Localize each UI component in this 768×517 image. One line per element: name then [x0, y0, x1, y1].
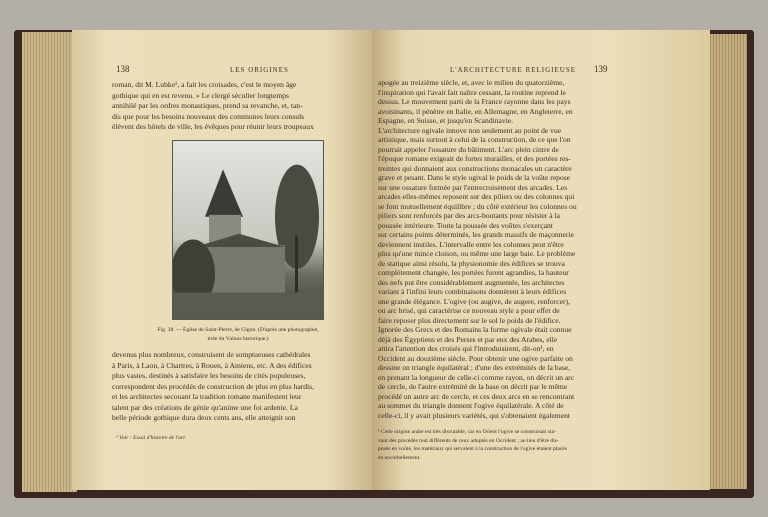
text-line: ou arc brisé, qui caractérise ce nouveau style a pour effet de: [378, 306, 560, 315]
footnote: [378, 428, 618, 462]
text-line: dessus. Le mouvement parti de la France rayonne dans les pays: [378, 97, 571, 106]
text-line: vant des procédés tout différents de ceux adoptés en Occident ; au lieu d'être dis-: [378, 437, 559, 444]
text-line: complètement changée, les portées furent agrandies, la hauteur: [378, 268, 569, 277]
running-head: LES ORIGINES: [230, 66, 289, 74]
text-line: annihilé par les ordres monastiques, prend sa revanche, et, tan-: [112, 101, 303, 110]
text-line: au sommet du triangle donnent l'ogive équilatérale. A côté de: [378, 401, 564, 410]
text-line: correspondent des procédés de construction de plus en plus hardis,: [112, 381, 315, 391]
text-line: artistique, mais surtout à celui de la construction, de ce que l'on: [378, 135, 571, 144]
text-line: Espagne, en Suisse, et jusqu'en Scandinavie.: [378, 116, 514, 125]
page-edges-right: [705, 34, 747, 489]
text-line: l'époque romane exigeait de fortes murailles, et des portées res-: [378, 154, 571, 163]
text-line: piliers sont renforcés par des arcs-boutants pour résister à la: [378, 211, 560, 220]
text-line: ¹ Cette origine arabe est très discutable, car en Orient l'ogive se construisait sui-: [378, 429, 557, 435]
text-line: procédé un autre arc de cercle, et ces deux arcs en se rencontrant: [378, 391, 575, 401]
text-line: talent par des créations de génie qu'anime une foi ardente. La: [112, 402, 298, 412]
text-line: dessine un triangle équilatéral ; d'une des extrémités de la base,: [378, 363, 571, 372]
text-line: grave et pesant. Dans le style ogival le poids de la voûte repose: [378, 173, 571, 182]
footnote: ¹ Voir : Essai d'histoire de l'art.: [116, 435, 187, 441]
text-line: poussée intérieure. Toute la poussée des voûtes s'exerçant: [378, 220, 553, 230]
text-line: sur une ossature formée par l'entrecroisement des arcades. Les: [378, 182, 568, 192]
text-line: à Paris, à Laon, à Chartres, à Rouen, à Amiens, etc. A des édifices: [112, 360, 312, 370]
church-photograph: [172, 140, 324, 320]
running-head: L'ARCHITECTURE RELIGIEUSE: [450, 66, 577, 74]
body-text: [378, 78, 618, 420]
text-line: attira l'attention des croisés qui l'introduisirent, dit-on¹, en: [378, 344, 554, 353]
text-line: en encorbellement.: [378, 454, 421, 461]
page-number: 138: [116, 64, 130, 74]
text-line: Ignorée des Grecs et des Romains la forme ogivale était connue: [378, 325, 572, 334]
figure-caption: [112, 326, 364, 343]
text-line: Fig. 38. — Église de Saint-Pierre, de Gigon. (D'après une photographie,: [157, 327, 319, 333]
text-line: tirée du Vulnus historique.): [207, 335, 269, 342]
text-line: sur certains points déterminés, les grands massifs de maçonnerie: [378, 230, 574, 239]
text-line: de statique ainsi résolu, la physionomie des édifices se trouva: [378, 258, 565, 268]
text-line: devenus plus nombreux, construisent de somptueuses cathédrales: [112, 350, 311, 359]
page-number: 139: [594, 64, 608, 74]
text-line: Occident au douzième siècle. Pour obtenir une ogive parfaite on: [378, 353, 573, 363]
text-line: dis que pour les besoins nouveaux des communes leurs consuls: [112, 111, 305, 121]
body-text-bottom: [112, 350, 364, 424]
text-line: des nefs put être considérablement augmentée, les architectes: [378, 277, 565, 287]
left-page: [72, 30, 372, 490]
right-page: [372, 30, 710, 490]
text-line: posés en voûte, les matériaux qui servaient à la construction de l'ogive étaient placés: [378, 446, 567, 452]
text-line: déjà des Égyptiens et des Perses et par eux des Arabes, elle: [378, 334, 558, 344]
text-line: avoisinants, il pénètre en Italie, en Allemagne, en Angleterre, en: [378, 106, 573, 116]
text-line: arcades elles-mêmes reposent sur des piliers ou des colonnes qui: [378, 192, 575, 201]
text-line: plus vastes, destinés à satisfaire les besoins de cités populeuses,: [112, 371, 306, 380]
text-line: gothique qui en est revenu. » Le clergé séculier longtemps: [112, 90, 289, 100]
text-line: en prenant la longueur de celle-ci comme rayon, on décrit un arc: [378, 372, 575, 382]
text-line: plus qu'une mince cloison, ou même une large baie. Le problème: [378, 249, 576, 258]
text-line: roman, dit M. Lubke¹, a fait les croisades, c'est le moyen âge: [112, 80, 297, 89]
body-text-top: [112, 80, 364, 133]
text-line: une grande élégance. L'ogive (ou augive, de augere, renforcer),: [378, 296, 570, 306]
text-line: deviennent inutiles. L'intervalle entre les colonnes peut n'être: [378, 239, 564, 249]
text-line: et les architectes secouant la tradition romane manifestent leur: [112, 392, 302, 401]
page-edges-left: [22, 32, 77, 492]
text-line: se font mutuellement équilibre ; du côté extérieur les colonnes ou: [378, 201, 577, 211]
text-line: apogée au treizième siècle, et, avec le milieu du quatorzième,: [378, 78, 565, 87]
text-line: belle période gothique dura deux cents ans, elle atteignit son: [112, 413, 296, 422]
text-line: l'inspiration qui l'avait fait naître cessant, la routine reprend le: [378, 87, 566, 97]
text-line: pourrait appeler l'ossature du bâtiment. L'arc plein cintre de: [378, 144, 559, 154]
text-line: L'architecture ogivale innove non seulement au point de vue: [378, 125, 562, 135]
text-line: celle-ci, il y avait plusieurs variétés, qui s'obtenaient également: [378, 410, 570, 420]
text-line: treintes qui donnaient aux constructions monacales un caractère: [378, 163, 572, 173]
text-line: élèvent des hôtels de ville, les évêques pour réunir leurs troupeaux: [112, 122, 314, 131]
text-line: faire reposer plus directement sur le sol le poids de l'édifice.: [378, 315, 561, 325]
text-line: de cercle, de l'autre extrémité de la base on décrit par le même: [378, 382, 568, 391]
text-line: variant à l'infini leurs combinaisons donnèrent à leurs édifices: [378, 287, 567, 296]
